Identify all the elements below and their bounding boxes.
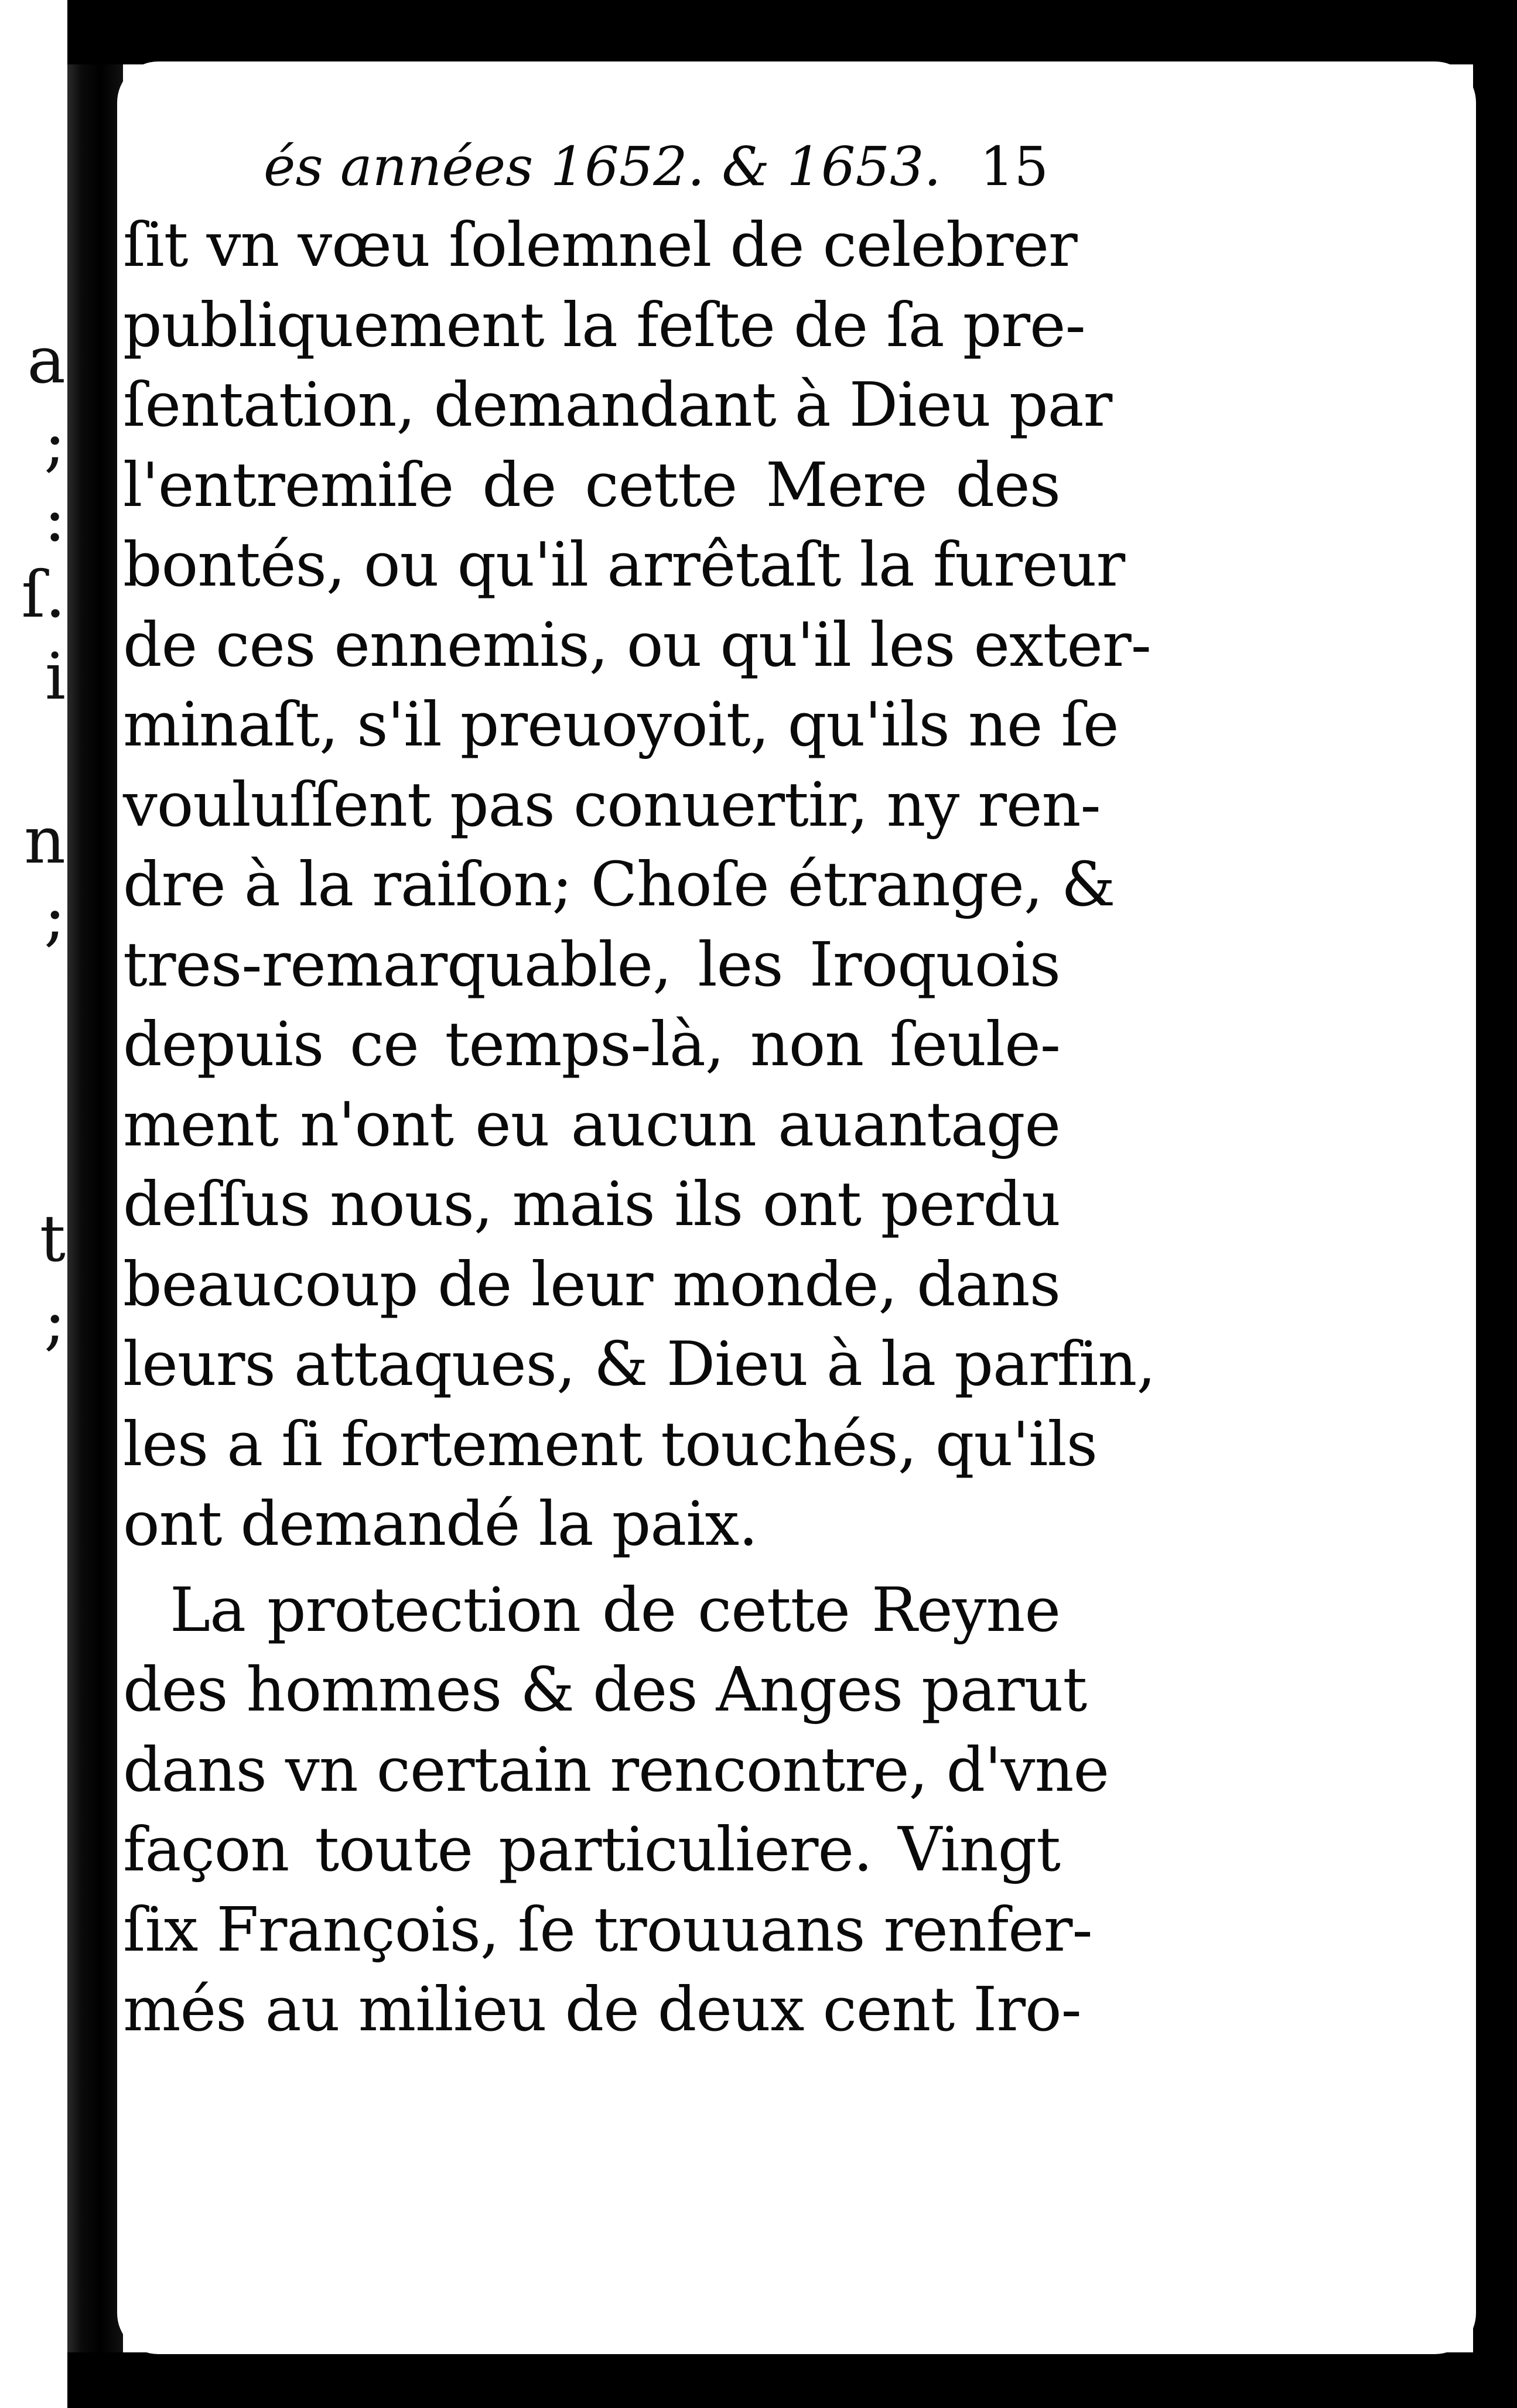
left-fragment: i [45, 639, 66, 714]
text-line: dre à la raiſon; Choſe étrange, & [123, 849, 1115, 920]
text-line: tres-remarquable, les Iroquois [123, 928, 1060, 1000]
left-fragment: n [24, 803, 66, 878]
left-page-margin [0, 0, 70, 2408]
text-line: depuis ce temps-là, non ſeule- [123, 1008, 1060, 1080]
paragraph-gap [123, 1564, 1060, 1570]
text-line: publiquement la feſte de ſa pre- [123, 289, 1085, 361]
book-gutter [67, 0, 123, 2408]
text-line: beaucoup de leur monde, dans [123, 1248, 1060, 1320]
text-line: La protection de cette Reyne [170, 1574, 1060, 1646]
text-line: bontés, ou qu'il arrêtaſt la fureur [123, 529, 1125, 600]
left-fragment: a [27, 323, 66, 398]
text-line: leurs attaques, & Dieu à la parfin, [123, 1328, 1156, 1400]
scan-border-right [1473, 0, 1517, 2408]
running-head-title: és années 1652. & 1653. [264, 135, 941, 198]
text-line: des hommes & des Anges parut [123, 1654, 1087, 1725]
left-fragment: : [43, 481, 66, 556]
text-line: dans vn certain rencontre, d'vne [123, 1733, 1109, 1805]
paragraph-2 [123, 1570, 1109, 2050]
left-fragment: ſ. [21, 557, 66, 632]
scan-border-top [67, 0, 1517, 64]
text-line: façon toute particuliere. Vingt [123, 1814, 1060, 1885]
text-line: l'entremiſe de cette Mere des [123, 449, 1060, 521]
left-fragment: ; [43, 1283, 66, 1358]
text-line: ment n'ont eu aucun auantage [123, 1088, 1060, 1160]
text-line: minaſt, s'il preuoyoit, qu'ils ne ſe [123, 689, 1119, 760]
left-fragment: ; [43, 879, 66, 954]
left-fragment: ; [43, 405, 66, 480]
text-line: les a ſi fortement touchés, qu'ils [123, 1408, 1097, 1480]
left-fragment: t [39, 1201, 66, 1276]
text-line: vouluſſent pas conuertir, ny ren- [123, 768, 1101, 840]
text-line: ſentation, demandant à Dieu par [123, 369, 1112, 440]
page-text [123, 129, 1156, 2050]
text-line: més au milieu de deux cent Iro- [123, 1973, 1081, 2045]
paragraph-1 [123, 205, 1156, 1564]
page-number: 15 [979, 135, 1048, 198]
scan-border-bottom [67, 2352, 1517, 2408]
text-line: ont demandé la paix. [123, 1488, 758, 1559]
text-line: ſit vn vœu ſolemnel de celebrer [123, 209, 1077, 281]
text-line: deſſus nous, mais ils ont perdu [123, 1168, 1060, 1240]
text-line: de ces ennemis, ou qu'il les exter- [123, 608, 1151, 680]
running-head [123, 129, 1060, 205]
text-line: ſix François, ſe trouuans renfer- [123, 1893, 1092, 1965]
